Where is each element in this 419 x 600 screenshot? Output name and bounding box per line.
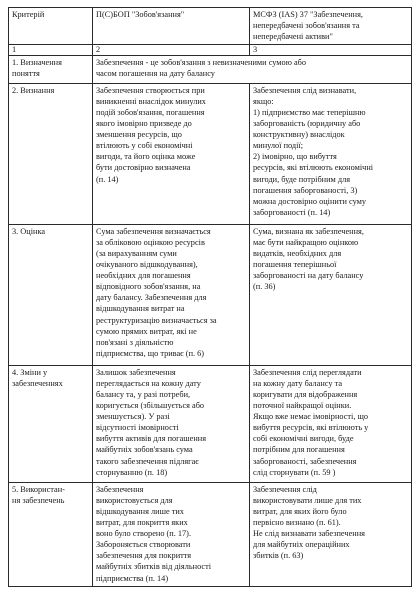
criterion-text: 3. Оцінка (12, 227, 46, 237)
header-psbo (93, 8, 250, 45)
msfz-cell (250, 366, 412, 483)
header-psbo-text: П(С)БОП "Зобов'язання" (96, 10, 185, 19)
psbo-text: Залишок забезпечення переглядається на кожну дату балансу та, у разі потреби, коригується (збільшується або зменшується). У разі відсутності імовірності вибуття активів для погашення майбутніх зобов'язань сума такого забезпечення підлягає сторнуванню (п. 18) (96, 368, 207, 477)
psbo-text: Забезпечення використовується для відшкодування лише тих витрат, для покриття яких воно було створено (п. 17). Забороняється створювати забезпечення для покриття майбутніх збитків від діяльності підприємства (п. 14) (96, 485, 212, 583)
msfz-text: Забезпечення слід переглядати на кожну дату балансу та коригувати для відображення поточної найкращої оцінки. Якщо вже немає імовірності, що вибуття ресурсів, які втілюють у собі економічні вигоди, буде потрібним для погашення заборгованості, забезпечення слід сторнувати (п. 59 ) (253, 368, 369, 477)
column-number-2: 2 (93, 45, 250, 56)
psbo-cell (93, 483, 250, 586)
criterion-cell (9, 225, 93, 366)
criterion-cell (9, 483, 93, 586)
criterion-cell (9, 366, 93, 483)
criterion-cell (9, 56, 93, 84)
msfz-text: Забезпечення слід використовувати лише для тих витрат, для яких його було первісно визнано (п. 61). Не слід визнавати забезпечення для майбутніх операційних збитків (п. 63) (253, 485, 365, 561)
msfz-cell (250, 225, 412, 366)
header-criterion-text: Критерій (12, 10, 45, 19)
criterion-text: 4. Зміни у забезпеченнях (12, 368, 63, 389)
comparison-table (8, 7, 412, 587)
criterion-text: 5. Використан- ня забезпечень (12, 485, 65, 506)
psbo-cell (93, 366, 250, 483)
header-criterion (9, 8, 93, 45)
table-row-definition (9, 56, 412, 84)
msfz-cell (250, 84, 412, 225)
criterion-text: 2. Визнання (12, 86, 55, 96)
psbo-cell (93, 225, 250, 366)
merged-definition-cell (93, 56, 412, 84)
table-row-recognition (9, 84, 412, 225)
table-row-usage (9, 483, 412, 586)
column-number-row (9, 45, 412, 56)
column-number-1: 1 (9, 45, 93, 56)
table-row-changes (9, 366, 412, 483)
definition-text: Забезпечення - це зобов'язання з невизначеними сумою або часом погашення на дату балансу (96, 58, 307, 79)
psbo-text: Сума забезпечення визначається за обліковою оцінкою ресурсів (за вирахуванням суми очікуваного відшкодування), необхідних для погашення відповідного зобов'язання, на дату балансу. Забезпечення для відшкодування витрат на реструктуризацію визначається за сумою прямих витрат, які не пов'язані з діяльністю підприємства, що триває (п. 6) (96, 227, 217, 358)
msfz-text: Сума, визнана як забезпечення, має бути найкращою оцінкою видатків, необхідних для погашення теперішньої заборгованості на дату балансу (п. 36) (253, 227, 364, 292)
psbo-cell (93, 84, 250, 225)
table-row-measurement (9, 225, 412, 366)
psbo-text: Забезпечення створюється при виникненні внаслідок минулих подій зобов'язання, погашення якого імовірно призведе до зменшення ресурсів, що втілюють у собі економічні вигоди, та його оцінка може бути достовірно визначена (п. 14) (96, 86, 206, 184)
msfz-text: Забезпечення слід визнавати, якщо: 1) підприємство має теперішню заборгованість (юридичну або конструктивну) внаслідок минулої події; 2) імовірно, що вибуття ресурсів, які втілюють економічні вигоди, буде потрібним для погашення заборгованості, 3) можна достовірно оцінити суму заборгованості (п. 14) (253, 86, 374, 217)
criterion-cell (9, 84, 93, 225)
header-msfz-text: МСФЗ (IAS) 37 "Забезпечення, непередбачені зобов'язання та непередбачені активи" (253, 10, 363, 42)
header-msfz (250, 8, 412, 45)
criterion-text: 1. Визначення поняття (12, 58, 62, 79)
column-number-3: 3 (250, 45, 412, 56)
msfz-cell (250, 483, 412, 586)
table-header-row (9, 8, 412, 45)
